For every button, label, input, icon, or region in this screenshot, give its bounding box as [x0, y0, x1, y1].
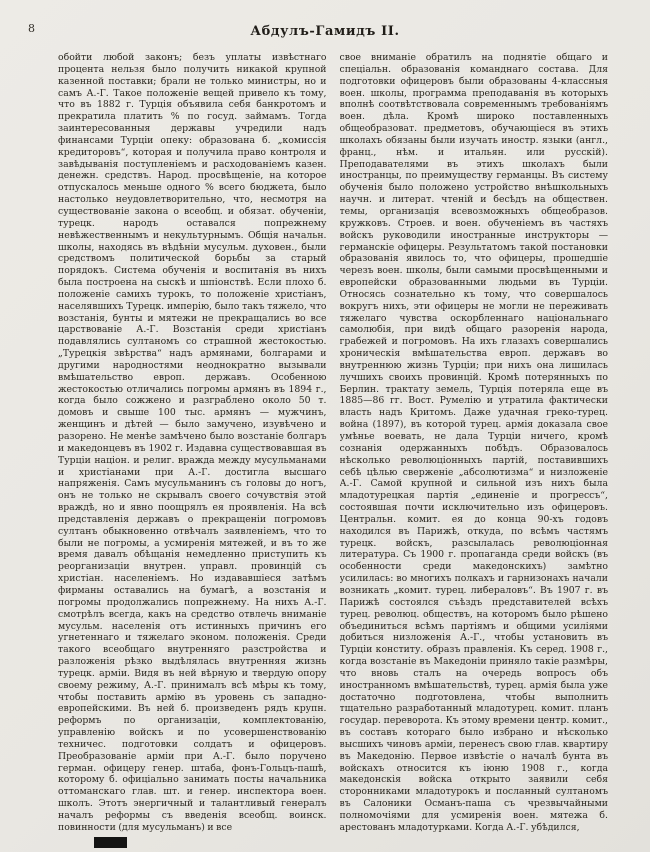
- right-column-text: свое вниманіе обратилъ на поднятіе общаго и спеціальн. образованія команднаго состава. Для подготовки офицеровъ были образованы 4-классныя воен. школы, программа преподаванія въ которыхъ вполнѣ соотвѣтствовала современнымъ требованіямъ воен. дѣла. Кромѣ широко поставленныхъ общеобразоват. предметовъ, обучающіеся въ этихъ школахъ обязаны были изучать иностр. языки (англ., франц., нѣм. и итальян. или русскій). Преподавателями въ этихъ школахъ были иностранцы, по преимуществу германцы. Въ систему обученія было положено устройство внѣшкольныхъ научн. и литерат. чтеній и бесѣдъ на обществен. темы, организація всевозможныхъ общеобразов. кружковъ. Строев. и воен. обученіемъ въ частяхъ войскъ руководили иностранные инструкторы — германскіе офицеры. Результатомъ такой постановки образованія явилось то, что офицеры, прошедшіе черезъ воен. школы, были самыми просвѣщенными и европейски образованными людьми въ Турціи. Относясь сознательно къ тому, что совершалось вокругъ нихъ, эти офицеры не могли не переживать тяжелаго чувства оскорбленнаго національнаго самолюбія, при видѣ общаго разоренія народа, грабежей и погромовъ. На ихъ глазахъ совершались хроническія вмѣшательства европ. державъ во внутреннюю жизнь Турціи; при нихъ она лишилась лучшихъ своихъ провинцій. Кромѣ потерянныхъ по Берлин. трактату земель, Турція потеряла еще въ 1885—86 гг. Вост. Румелію и утратила фактически власть надъ Критомъ. Даже удачная греко-турец. война (1897), въ которой турец. армія доказала свое умѣнье воевать, не дала Турціи ничего, кромѣ сознанія одержанныхъ побѣдъ. Образовалось нѣсколько революціонныхъ партій, поставившихъ себѣ цѣлью сверженіе „абсолютизма“ и низложеніе А.-Г. Самой крупной и сильной изъ нихъ была младотурецкая партія „единеніе и прогрессъ“, состоявшая почти исключительно изъ офицеровъ. Центральн. комит. ея до конца 90-хъ годовъ находился въ Парижѣ, откуда, по всѣмъ частямъ турецк. войскъ, разсылалась революціонная литература. Съ 1900 г. пропаганда среди войскъ (въ особенности среди македонскихъ) замѣтно усилилась: во многихъ полкахъ и гарнизонахъ начали возникать „комит. турец. либераловъ“. Въ 1907 г. въ Парижѣ состоялся съѣздъ представителей всѣхъ турец. революц. обществъ, на которомъ было рѣшено объединиться всѣмъ партіямъ и общими усиліями добиться низложенія А.-Г., чтобы установить въ Турціи конститу. образъ правленія. Къ серед. 1908 г., когда возстаніе въ Македоніи приняло такіе размѣры, что вновь сталъ на очередь вопросъ объ иностранномъ вмѣшательствѣ, турец. армія была уже достаточно подготовлена, чтобы выполнить тщательно разработанный младотурец. комит. планъ государ. переворота. Къ этому времени центр. комит., въ составъ котораго было избрано и нѣсколько высшихъ чиновъ арміи, перенесъ свою глав. квартиру въ Македонію. Первое извѣстіе о началѣ бунта въ войскахъ относится къ іюню 1908 г., когда македонскія войска открыто заявили себя сторонниками младотурокъ и посланный султаномъ въ Салоники Османъ-паша съ чрезвычайными полномочіями для усмиренія воен. мятежа б. арестованъ младотурками. Когда А.-Г. убѣдился,: [339, 52, 608, 833]
- page-number: 8: [28, 22, 35, 35]
- page-title: Абдулъ-Гамидъ II.: [250, 24, 400, 39]
- left-column-text: обойти любой законъ; безъ уплаты извѣстнаго процента нельзя было получить никакой крупной казенной поставки; брали не только министры, но и самъ А.-Г. Такое положеніе вещей привело къ тому, что въ 1882 г. Турція объявила себя банкротомъ и прекратила платить % по госуд. займамъ. Тогда заинтересованныя державы учредили надъ финансами Турціи опеку: образована б. „комиссія кредиторовъ“, которая и получила право контроля и завѣдыванія поступленіемъ и расходованіемъ казен. денежн. средствъ. Народ. просвѣщеніе, на которое отпускалось меньше одного % всего бюджета, было настолько неудовлетворительно, что, несмотря на существованіе закона о всеобщ. и обязат. обученіи, турецк. народъ оставался попрежнему невѣжественнымъ и некультурнымъ. Общія начальн. школы, находясь въ вѣдѣніи мусульм. духовен., были средствомъ политической борьбы за старый порядокъ. Система обученія и воспитанія въ нихъ была построена на сыскѣ и шпіонствѣ. Если плохо б. положеніе самихъ турокъ, то положеніе христіанъ, населявшихъ Турецк. имперію, было такъ тяжело, что возстанія, бунты и мятежи не прекращались во все царствованіе А.-Г. Возстанія среди христіанъ подавлялись султаномъ со страшной жестокостью. „Турецкія звѣрства“ надъ армянами, болгарами и другими народностями неоднократно вызывали вмѣшательство европ. державъ. Особенною жестокостью отличались погромы армянъ въ 1894 г., когда было сожжено и разграблено около 50 т. домовъ и свыше 100 тыс. армянъ — мужчинъ, женщинъ и дѣтей — было замучено, изувѣчено и разорено. Не менѣе замѣчено было возстаніе болгаръ и македонцевъ въ 1902 г. Издавна существовавшая въ Турціи націон. и религ. вражда между мусульманами и христіанами при А.-Г. достигла высшаго напряженія. Самъ мусульманинъ съ головы до ногъ, онъ не только не скрывалъ своего сочувствія этой враждѣ, но и явно поощрялъ ея проявленія. На всѣ представленія державъ о прекращеніи погромовъ султанъ обыкновенно отвѣчалъ заявленіемъ, что то были не погромы, а усмиренія мятежей, и въ то же время давалъ обѣщанія немедленно приступить къ реорганизаціи внутрен. управл. провинцій съ христіан. населеніемъ. Но издававшіеся затѣмъ фирманы оставались на бумагѣ, а возстанія и погромы продолжались попрежнему. На нихъ А.-Г. смотрѣлъ всегда, какъ на средство отвлечь вниманіе мусульм. населенія отъ истинныхъ причинъ его угнетеннаго и тяжелаго эконом. положенія. Среди такого всеобщаго внутренняго разстройства и разложенія рѣзко выдѣлялась внутренняя жизнь турецк. арміи. Видя въ ней вѣрную и твердую опору своему режиму, А.-Г. принималъ всѣ мѣры къ тому, чтобы поставить армію въ уровень съ западно-европейскими. Въ ней б. произведенъ рядъ крупн. реформъ по организаціи, комплектованію, управленію войскъ и по усовершенствованію техничес. подготовки солдатъ и офицеровъ. Преобразованіе арміи при А.-Г. было поручено герман. офицеру генер. штаба, фонъ-Гольцъ-пашѣ, которому б. офиціально занимать посты начальника оттоманскаго глав. шт. и генер. инспектора воен. школъ. Этотъ энергичный и талантливый генералъ началъ реформы съ введенія всеобщ. воинск. повинности (для мусульманъ) и все: [58, 52, 327, 833]
- scan-artifact-mark: [94, 837, 127, 848]
- text-columns: [58, 52, 608, 834]
- page-header: [28, 20, 622, 38]
